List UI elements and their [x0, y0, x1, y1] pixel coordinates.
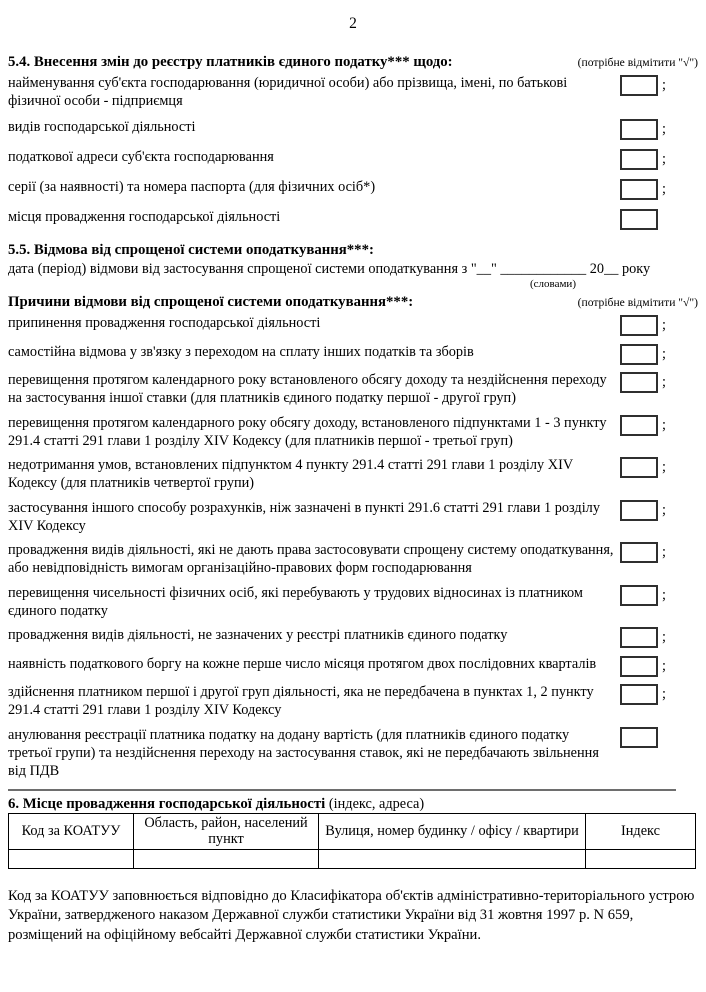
checkbox[interactable]: [620, 656, 658, 677]
checkbox[interactable]: [620, 315, 658, 336]
separator: ;: [662, 416, 666, 433]
month-blank-field[interactable]: ____________: [500, 261, 587, 277]
separator: ;: [662, 121, 666, 137]
separator: ;: [662, 374, 666, 390]
checkbox-cell: [614, 148, 698, 170]
checkbox[interactable]: [620, 457, 658, 478]
column-header-region: Область, район, населений пункт: [134, 813, 319, 849]
checkbox-cell: [614, 456, 698, 478]
separator: ;: [662, 629, 666, 645]
date-line-suffix: року: [621, 261, 651, 277]
checkbox-cell: [614, 499, 698, 521]
separator: ;: [662, 686, 666, 702]
checkbox[interactable]: [620, 627, 658, 648]
list-item: [8, 456, 698, 492]
list-item: [8, 371, 698, 407]
item-label: видів господарської діяльності: [8, 119, 196, 135]
item-label: перевищення протягом календарного року обсягу доходу, встановленого підпунктами 1 - 3 пункту 291.4 статті 291 глави 1 розділу XIV Кодексу (для платників першої - третьої груп): [8, 414, 607, 449]
list-item: [8, 683, 698, 719]
koatuu-footnote: Код за КОАТУУ заповнюється відповідно до Класифікатора об'єктів адміністративно-територіального устрою України, затвердженого наказом Державної служби статистики України від 31 жовтня 1997 р. N 659, розміщений на офіційному вебсайті Державної служби статистики України.: [8, 887, 695, 943]
section-6-title-note: (індекс, адреса): [328, 795, 425, 812]
list-item: [8, 499, 698, 535]
item-label: перевищення чисельності фізичних осіб, які перебувають у трудових відносинах із платником єдиного податку: [8, 584, 583, 619]
checkbox[interactable]: [620, 209, 658, 230]
checkbox[interactable]: [620, 119, 658, 140]
check-mark-note: (потрібне відмітити "√"): [577, 56, 698, 69]
address-table-header-row: [9, 813, 696, 849]
reasons-header: [8, 293, 698, 312]
separator: ;: [662, 459, 666, 475]
section-6-title: [8, 796, 698, 813]
separator: ;: [662, 586, 666, 603]
separator: ;: [662, 317, 666, 333]
checkbox[interactable]: [620, 415, 658, 436]
list-item: [8, 314, 698, 336]
page-number: 2: [349, 15, 357, 32]
checkbox-cell: [614, 178, 698, 200]
item-label: самостійна відмова у зв'язку з переходом на сплату інших податків та зборів: [8, 343, 474, 360]
item-label: провадження видів діяльності, які не дають права застосовувати спрощену систему оподаткування, або невідповідність вимогам організаційно-правових форм господарювання: [8, 542, 614, 576]
list-item: [8, 343, 698, 365]
separator: ;: [662, 77, 666, 93]
separator: ;: [662, 345, 666, 362]
item-label: перевищення протягом календарного року встановленого обсягу доходу та нездійснення переходу на застосування іншої ставки (для платників єдиного податку першої - другої груп): [8, 372, 607, 406]
item-label: провадження видів діяльності, не зазначених у реєстрі платників єдиного податку: [8, 627, 508, 643]
separator: ;: [662, 544, 666, 560]
checkbox-cell: [614, 118, 698, 140]
checkbox-cell: [614, 683, 698, 705]
section-5-5-title: 5.5. Відмова від спрощеної системи оподаткування***:: [8, 242, 374, 258]
street-cell[interactable]: [319, 849, 586, 868]
column-header-koatuu: Код за КОАТУУ: [9, 813, 134, 849]
section-5-4-items: [8, 74, 698, 230]
in-words-hint: (словами): [530, 278, 576, 290]
checkbox[interactable]: [620, 75, 658, 96]
item-label: припинення провадження господарської діяльності: [8, 315, 321, 331]
koatuu-cell[interactable]: [9, 849, 134, 868]
item-label: наявність податкового боргу на кожне перше число місяця протягом двох послідовних кварталів: [8, 655, 597, 672]
item-label: анулювання реєстрації платника податку на додану вартість (для платників єдиного податку третьої групи) та нездійснення переходу на застосування ставок, які не передбачають звільнення від ПДВ: [8, 726, 599, 779]
column-header-index: Індекс: [586, 813, 696, 849]
list-item: [8, 148, 698, 170]
list-item: [8, 74, 698, 110]
refusal-date-line: [8, 260, 698, 278]
list-item: [8, 118, 698, 140]
checkbox[interactable]: [620, 179, 658, 200]
item-label: недотримання умов, встановлених підпунктом 4 пункту 291.4 статті 291 глави 1 розділу XIV Кодексу (для платників четвертої групи): [8, 457, 573, 491]
checkbox-cell: [614, 655, 698, 677]
separator: ;: [662, 181, 666, 197]
section-6-title-bold: 6. Місце провадження господарської діяльності: [8, 795, 326, 812]
separator: ;: [662, 151, 666, 167]
checkbox-cell: [614, 371, 698, 393]
item-label: застосування іншого способу розрахунків, ніж зазначені в пункті 291.6 статті 291 глави 1 розділу XIV Кодексу: [8, 499, 600, 534]
list-item: [8, 541, 698, 577]
item-label: найменування суб'єкта господарювання (юридичної особи) або прізвища, імені, по батькові фізичної особи - підприємця: [8, 75, 568, 109]
list-item: [8, 626, 698, 648]
day-blank-field[interactable]: "__": [470, 261, 497, 277]
section-5-4-title: 5.4. Внесення змін до реєстру платників єдиного податку*** щодо:: [8, 54, 453, 70]
address-table-input-row: [9, 849, 696, 868]
checkbox-cell: [614, 343, 698, 365]
checkbox[interactable]: [620, 542, 658, 563]
checkbox-cell: [614, 726, 698, 748]
list-item: [8, 726, 698, 780]
date-line-text: дата (період) відмови від застосування спрощеної системи оподаткування з: [8, 261, 468, 277]
section-divider: [8, 789, 676, 791]
item-label: серії (за наявності) та номера паспорта (для фізичних осіб*): [8, 179, 376, 195]
list-item: [8, 584, 698, 620]
checkbox[interactable]: [620, 500, 658, 521]
item-label: місця провадження господарської діяльності: [8, 209, 281, 225]
checkbox-cell: [614, 414, 698, 436]
reasons-title: Причини відмови від спрощеної системи оподаткування***:: [8, 294, 414, 310]
list-item: [8, 655, 698, 677]
check-mark-note: (потрібне відмітити "√"): [577, 296, 698, 309]
refusal-reasons-list: [8, 314, 698, 780]
checkbox-cell: [614, 74, 698, 96]
checkbox[interactable]: [620, 344, 658, 365]
checkbox-cell: [614, 626, 698, 648]
checkbox-cell: [614, 584, 698, 606]
checkbox-cell: [614, 314, 698, 336]
checkbox[interactable]: [620, 684, 658, 705]
checkbox[interactable]: [620, 585, 658, 606]
checkbox[interactable]: [620, 727, 658, 748]
separator: ;: [662, 501, 666, 518]
checkbox-cell: [614, 208, 698, 230]
list-item: [8, 414, 698, 450]
index-cell[interactable]: [586, 849, 696, 868]
checkbox[interactable]: [620, 372, 658, 393]
year-blank-field[interactable]: 20__: [589, 261, 619, 277]
item-label: здійснення платником першої і другої груп діяльності, яка не передбачена в пунктах 1, 2 пункту 291.4 статті 291 глави 1 розділу XIV Кодексу: [8, 684, 594, 718]
address-table: [8, 813, 696, 869]
section-5-4-header: [8, 53, 698, 72]
region-cell[interactable]: [134, 849, 319, 868]
list-item: [8, 208, 698, 230]
list-item: [8, 178, 698, 200]
column-header-street: Вулиця, номер будинку / офісу / квартири: [319, 813, 586, 849]
separator: ;: [662, 657, 666, 674]
checkbox[interactable]: [620, 149, 658, 170]
checkbox-cell: [614, 541, 698, 563]
item-label: податкової адреси суб'єкта господарювання: [8, 149, 274, 165]
